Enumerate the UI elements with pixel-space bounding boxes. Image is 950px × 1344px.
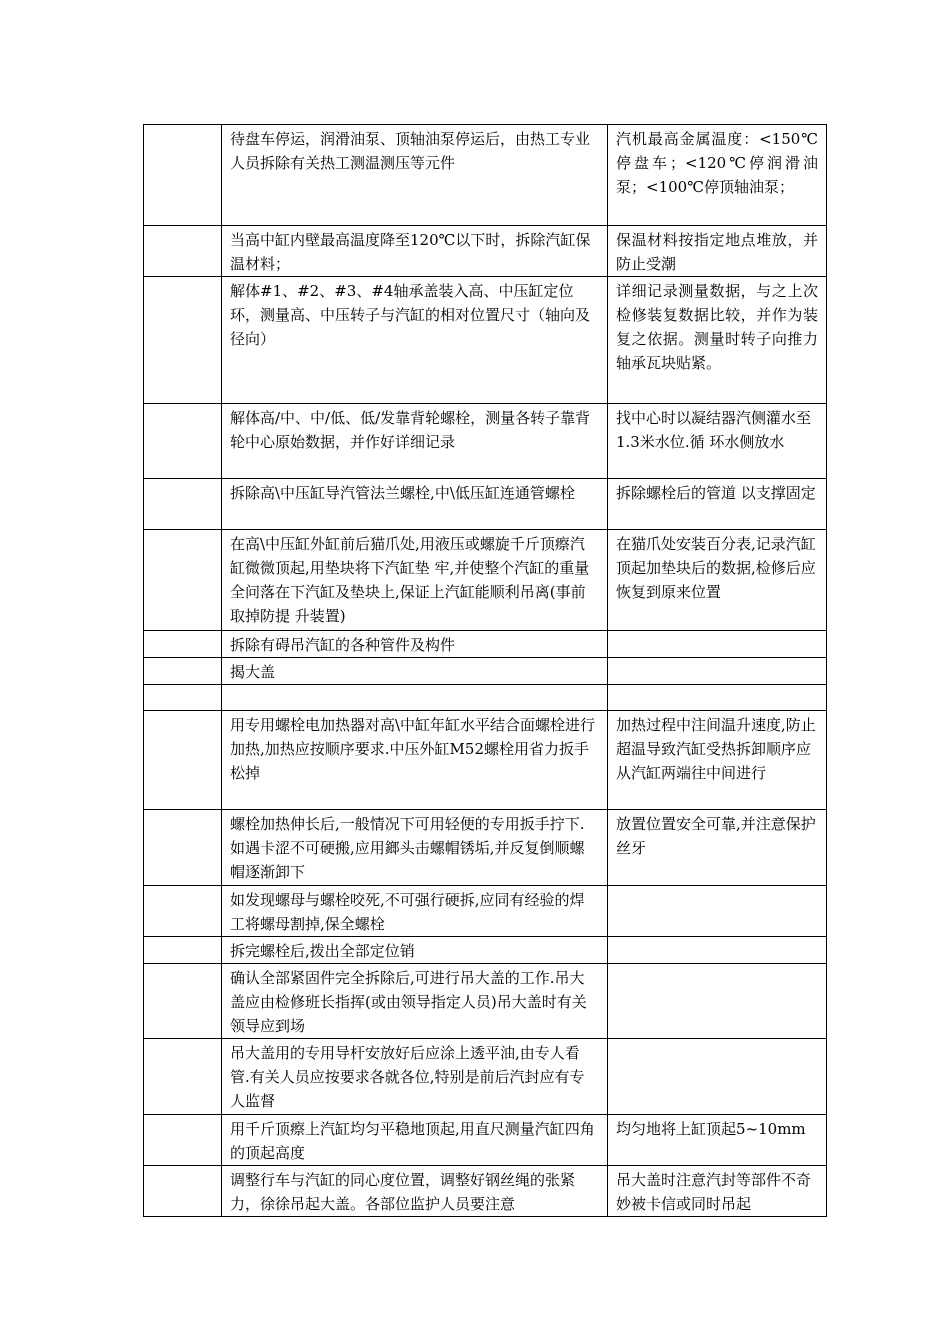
table-row	[144, 479, 827, 530]
table-row	[144, 658, 827, 685]
table-row	[144, 1166, 827, 1217]
table-row	[144, 964, 827, 1039]
procedure-table	[143, 124, 827, 1217]
step-cell: 螺栓加热伸长后,一般情况下可用轻便的专用扳手拧下.如遇卡涩不可硬搬,应用鎯头击螺帽锈垢,并反复倒顺螺帽逐渐卸下	[222, 810, 608, 886]
note-cell: 详细记录测量数据，与之上次检修装复数据比较，并作为装复之依据。测量时转子向推力轴承瓦块贴紧。	[608, 277, 827, 404]
table-row	[144, 226, 827, 277]
table-row	[144, 685, 827, 711]
table-row	[144, 886, 827, 937]
step-cell: 拆除有碍吊汽缸的各种管件及构件	[222, 631, 608, 658]
blank-cell	[144, 226, 222, 277]
blank-cell	[144, 685, 222, 711]
step-cell: 解体#1、#2、#3、#4轴承盖装入高、中压缸定位环，测量高、中压转子与汽缸的相对位置尺寸（轴向及径向）	[222, 277, 608, 404]
table-row	[144, 711, 827, 810]
blank-cell	[144, 886, 222, 937]
step-cell: 解体高/中、中/低、低/发靠背轮螺栓，测量各转子靠背轮中心原始数据，并作好详细记录	[222, 404, 608, 479]
blank-cell	[144, 658, 222, 685]
table-row	[144, 937, 827, 964]
blank-cell	[144, 711, 222, 810]
note-cell	[608, 1039, 827, 1115]
step-cell: 在高\中压缸外缸前后猫爪处,用液压或螺旋千斤顶瘵汽缸微微顶起,用垫块将下汽缸垫 牢,并使整个汽缸的重量全问落在下汽缸及垫块上,保证上汽缸能顺利吊离(事前取掉防提 升装置)	[222, 530, 608, 631]
note-cell	[608, 631, 827, 658]
step-cell: 拆除高\中压缸导汽管法兰螺栓,中\低压缸连通管螺栓	[222, 479, 608, 530]
table-row	[144, 1039, 827, 1115]
note-cell	[608, 964, 827, 1039]
blank-cell	[144, 1115, 222, 1166]
note-cell: 拆除螺栓后的管道 以支撑固定	[608, 479, 827, 530]
note-cell: 保温材料按指定地点堆放，并防止受潮	[608, 226, 827, 277]
note-cell: 汽机最高金属温度：<150℃停盘车；<120℃停润滑油泵；<100℃停顶轴油泵；	[608, 125, 827, 226]
step-cell: 用千斤顶瘵上汽缸均匀平稳地顶起,用直尺测量汽缸四角的顶起高度	[222, 1115, 608, 1166]
table-row	[144, 530, 827, 631]
blank-cell	[144, 277, 222, 404]
table-row	[144, 1115, 827, 1166]
blank-cell	[144, 479, 222, 530]
note-cell	[608, 685, 827, 711]
step-cell: 拆完螺栓后,拨出全部定位销	[222, 937, 608, 964]
blank-cell	[144, 530, 222, 631]
step-cell: 调整行车与汽缸的同心度位置，调整好钢丝绳的张紧力，徐徐吊起大盖。各部位监护人员要注意	[222, 1166, 608, 1217]
note-cell: 找中心时以凝结器汽侧灌水至1.3米水位.循 环水侧放水	[608, 404, 827, 479]
blank-cell	[144, 810, 222, 886]
note-cell: 吊大盖时注意汽封等部件不奇妙被卡信或同时吊起	[608, 1166, 827, 1217]
step-cell: 待盘车停运，润滑油泵、顶轴油泵停运后，由热工专业人员拆除有关热工测温测压等元件	[222, 125, 608, 226]
note-cell	[608, 937, 827, 964]
blank-cell	[144, 964, 222, 1039]
step-cell: 吊大盖用的专用导杆安放好后应涂上透平油,由专人看管.有关人员应按要求各就各位,特别是前后汽封应有专人监督	[222, 1039, 608, 1115]
table-row	[144, 631, 827, 658]
note-cell: 加热过程中注间温升速度,防止超温导致汽缸受热拆卸顺序应从汽缸两端往中间进行	[608, 711, 827, 810]
note-cell	[608, 658, 827, 685]
table-row	[144, 404, 827, 479]
blank-cell	[144, 1039, 222, 1115]
blank-cell	[144, 1166, 222, 1217]
step-cell: 当高中缸内壁最高温度降至120℃以下时，拆除汽缸保温材料；	[222, 226, 608, 277]
step-cell	[222, 685, 608, 711]
blank-cell	[144, 937, 222, 964]
table-row	[144, 125, 827, 226]
blank-cell	[144, 125, 222, 226]
blank-cell	[144, 631, 222, 658]
note-cell: 放置位置安全可靠,并注意保护丝牙	[608, 810, 827, 886]
step-cell: 用专用螺栓电加热器对高\中缸年缸水平结合面螺栓进行加热,加热应按顺序要求.中压外缸M52螺栓用省力扳手松掉	[222, 711, 608, 810]
table-row	[144, 277, 827, 404]
step-cell: 如发现螺母与螺栓咬死,不可强行硬拆,应同有经验的焊工将螺母割掉,保全螺栓	[222, 886, 608, 937]
blank-cell	[144, 404, 222, 479]
step-cell: 揭大盖	[222, 658, 608, 685]
note-cell: 在猫爪处安装百分表,记录汽缸顶起加垫块后的数据,检修后应恢复到原来位置	[608, 530, 827, 631]
table-row	[144, 810, 827, 886]
step-cell: 确认全部紧固件完全拆除后,可进行吊大盖的工作.吊大盖应由检修班长指挥(或由领导指定人员)吊大盖时有关领导应到场	[222, 964, 608, 1039]
note-cell: 均匀地将上缸顶起5~10mm	[608, 1115, 827, 1166]
note-cell	[608, 886, 827, 937]
